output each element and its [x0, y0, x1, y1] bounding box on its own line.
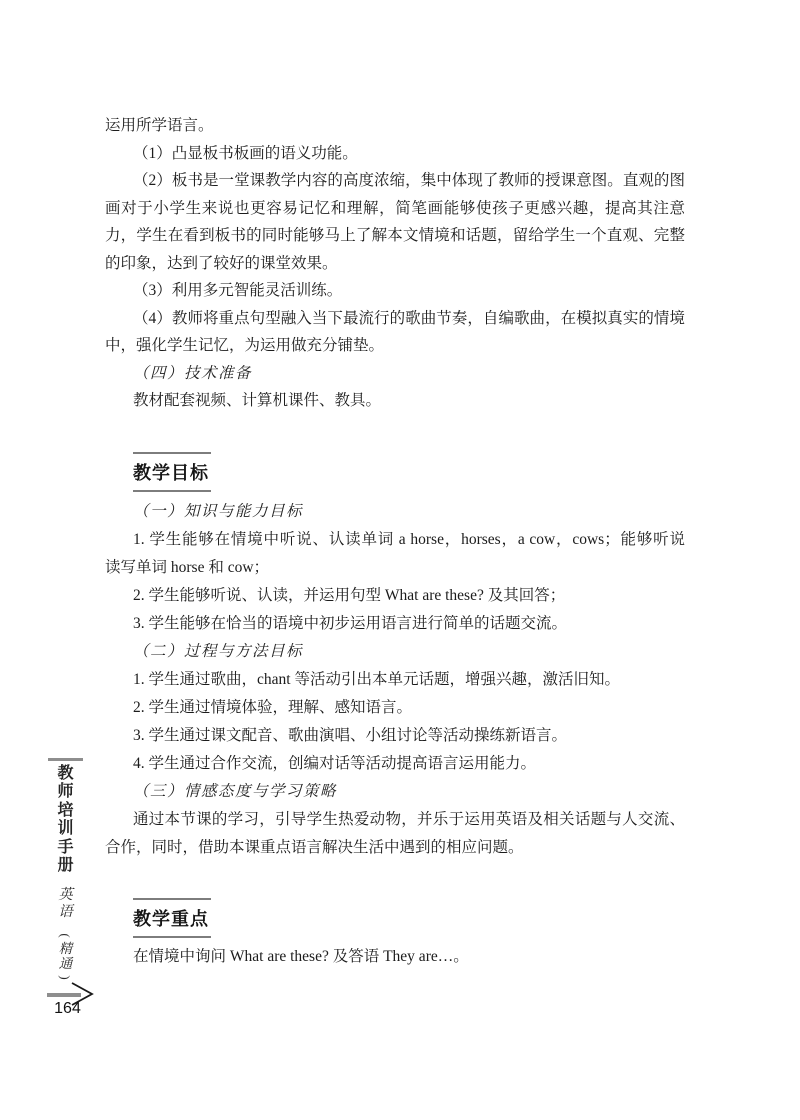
text-line: 在情境中询问 What are these? 及答语 They are…。 [133, 948, 469, 965]
text-line: 画对于小学生来说也更容易记忆和理解，简笔画能够使孩子更感兴趣，提高其注意 [105, 199, 685, 217]
paragraph-block-goals [105, 498, 685, 862]
section-heading-text: 教学重点 [133, 898, 211, 938]
text-line: （1）凸显板书板画的语义功能。 [133, 144, 358, 162]
text-line: 4. 学生通过合作交流，创编对话等活动提高语言运用能力。 [133, 755, 537, 772]
vertical-char: 通 [58, 955, 73, 971]
section-heading-text: 教学目标 [133, 452, 211, 492]
text-line: 通过本节课的学习，引导学生热爱动物，并乐于运用英语及相关话题与人交流、 [133, 811, 685, 828]
text-line: （一）知识与能力目标 [133, 503, 304, 520]
section-heading-teaching-key-points [133, 898, 211, 938]
text-line: 的印象，达到了较好的课堂效果。 [105, 254, 338, 272]
vertical-char: 手 [57, 838, 74, 856]
text-line: （二）过程与方法目标 [133, 643, 304, 660]
sidebar-subject [49, 887, 82, 921]
sidebar-book-title [49, 765, 82, 875]
text-line: 力，学生在看到板书的同时能够马上了解本文情境和话题，留给学生一个直观、完整 [105, 227, 685, 244]
vertical-char: 师 [57, 783, 74, 801]
vertical-char: 语 [58, 903, 73, 920]
text-line: （三）情感态度与学习策略 [133, 783, 338, 800]
text-line: （4）教师将重点句型融入当下最流行的歌曲节奏，自编歌曲，在模拟真实的情境 [133, 309, 685, 327]
text-line: 2. 学生通过情境体验，理解、感知语言。 [133, 699, 413, 716]
vertical-char: 精 [58, 941, 73, 956]
text-line: （3）利用多元智能灵活训练。 [133, 282, 343, 299]
text-line: 2. 学生能够听说、认读，并运用句型 What are these? 及其回答； [133, 587, 566, 604]
vertical-open-paren: ( [58, 933, 73, 938]
vertical-char: 教 [57, 765, 74, 782]
vertical-char: 英 [58, 887, 73, 903]
vertical-char: 培 [57, 801, 74, 819]
paragraph-block-preparation [105, 112, 685, 415]
text-line: 中，强化学生记忆，为运用做充分铺垫。 [105, 337, 385, 354]
text-line: 3. 学生能够在恰当的语境中初步运用语言进行简单的话题交流。 [133, 615, 568, 632]
text-line: 运用所学语言。 [105, 117, 214, 134]
paragraph-block-key-points [105, 943, 685, 971]
vertical-char: 册 [57, 857, 74, 875]
text-line: 1. 学生能够在情境中听说、认读单词 a horse，horses，a cow，cows；能够听说 [133, 531, 685, 548]
section-heading-teaching-goals [133, 452, 211, 492]
text-line: （四）技术准备 [133, 364, 253, 382]
vertical-char: 训 [57, 820, 74, 838]
text-line: 3. 学生通过课文配音、歌曲演唱、小组讨论等活动操练新语言。 [133, 727, 568, 744]
text-line: （2）板书是一堂课教学内容的高度浓缩，集中体现了教师的授课意图。直观的图 [133, 172, 685, 189]
text-line: 读写单词 horse 和 cow； [105, 559, 270, 576]
text-line: 合作，同时，借助本课重点语言解决生活中遇到的相应问题。 [105, 839, 524, 856]
vertical-close-paren: ) [58, 975, 73, 980]
sidebar-top-rule [48, 758, 83, 761]
text-line: 1. 学生通过歌曲，chant 等活动引出本单元话题，增强兴趣，激活旧知。 [133, 671, 620, 688]
sidebar-series-name [49, 929, 82, 984]
text-line: 教材配套视频、计算机课件、教具。 [133, 392, 382, 409]
page-number: 164 [54, 1000, 81, 1017]
